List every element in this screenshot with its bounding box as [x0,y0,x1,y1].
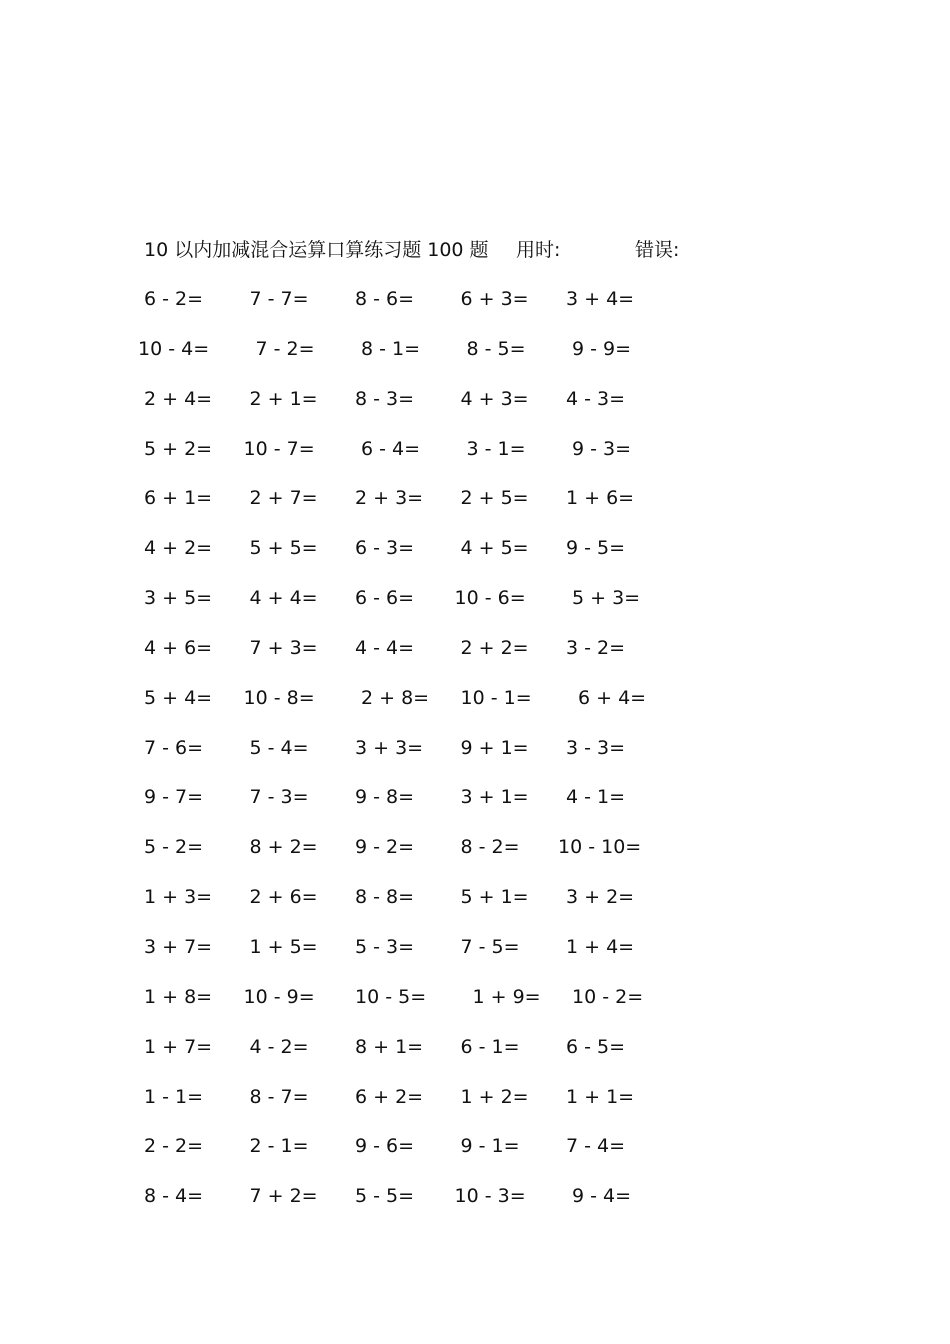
arithmetic-problem: 7 - 6= [144,736,204,759]
arithmetic-problem: 1 + 6= [566,487,635,510]
problem-row [144,384,704,434]
arithmetic-problem: 4 - 3= [566,387,626,410]
arithmetic-problem: 3 - 3= [566,736,626,759]
arithmetic-problem: 6 - 5= [566,1035,626,1058]
arithmetic-problem: 3 - 2= [566,636,626,659]
problem-row [144,633,704,683]
problem-row [144,782,704,832]
arithmetic-problem: 3 + 5= [144,587,213,610]
arithmetic-problem: 2 + 3= [355,487,424,510]
arithmetic-problem: 9 - 1= [460,1135,520,1158]
arithmetic-problem: 5 + 4= [144,686,213,709]
arithmetic-problem: 5 - 5= [355,1185,415,1208]
arithmetic-problem: 6 + 1= [144,487,213,510]
problem-row [144,583,704,633]
arithmetic-problem: 2 + 4= [144,387,213,410]
arithmetic-problem: 4 + 5= [460,537,529,560]
arithmetic-problem: 5 + 3= [572,587,641,610]
arithmetic-problem: 10 - 5= [355,985,427,1008]
arithmetic-problem: 8 - 2= [460,836,520,859]
problem-row [144,882,704,932]
arithmetic-problem: 5 - 4= [249,736,309,759]
arithmetic-problem: 7 - 7= [249,288,309,310]
arithmetic-problem: 8 - 1= [361,337,421,360]
arithmetic-problem: 9 - 7= [144,786,204,809]
arithmetic-problem: 10 - 7= [243,437,315,460]
arithmetic-problem: 9 - 3= [572,437,632,460]
problem-row [144,1131,704,1181]
arithmetic-problem: 2 + 8= [361,686,430,709]
time-used-label: 用时: [516,239,561,261]
arithmetic-problem: 8 - 5= [466,337,526,360]
problem-row [144,1181,704,1231]
arithmetic-problem: 7 - 2= [255,337,315,360]
arithmetic-problem: 10 - 9= [243,985,315,1008]
worksheet-title: 10 以内加减混合运算口算练习题 100 题 [144,239,489,261]
problem-row [144,1082,704,1132]
arithmetic-problem: 5 - 3= [355,935,415,958]
arithmetic-problem: 8 - 6= [355,288,415,310]
arithmetic-problem: 5 + 2= [144,437,213,460]
arithmetic-problem: 7 + 3= [249,636,318,659]
error-count-label: 错误: [635,239,680,261]
arithmetic-problem: 1 + 3= [144,886,213,909]
arithmetic-problem: 1 + 9= [472,985,541,1008]
arithmetic-problem: 3 + 2= [566,886,635,909]
arithmetic-problem: 2 - 1= [249,1135,309,1158]
arithmetic-problem: 4 + 2= [144,537,213,560]
arithmetic-problem: 3 - 1= [466,437,526,460]
arithmetic-problem: 10 - 6= [454,587,526,610]
problem-row [144,733,704,783]
arithmetic-problem: 4 + 4= [249,587,318,610]
arithmetic-problem: 9 - 8= [355,786,415,809]
problem-row [144,832,704,882]
arithmetic-problem: 2 + 1= [249,387,318,410]
arithmetic-problem: 4 + 6= [144,636,213,659]
arithmetic-problem: 8 - 7= [249,1085,309,1108]
arithmetic-problem: 1 + 5= [249,935,318,958]
arithmetic-problem: 7 + 2= [249,1185,318,1208]
arithmetic-problem: 6 - 4= [361,437,421,460]
arithmetic-problem: 8 - 3= [355,387,415,410]
arithmetic-problem: 6 - 3= [355,537,415,560]
problem-row [144,434,704,484]
arithmetic-problem: 1 + 4= [566,935,635,958]
arithmetic-problem: 10 - 10= [558,836,642,859]
arithmetic-problem: 6 + 2= [355,1085,424,1108]
arithmetic-problem: 9 - 2= [355,836,415,859]
problem-row [144,1032,704,1082]
worksheet-header [144,236,844,264]
arithmetic-problem: 3 + 4= [566,288,635,310]
arithmetic-problem: 1 - 1= [144,1085,204,1108]
arithmetic-problem: 1 + 8= [144,985,213,1008]
problem-row [144,932,704,982]
arithmetic-problem: 9 - 9= [572,337,632,360]
problem-grid [138,284,704,1231]
arithmetic-problem: 8 + 1= [355,1035,424,1058]
arithmetic-problem: 5 + 5= [249,537,318,560]
problem-row [144,533,704,583]
arithmetic-problem: 10 - 4= [138,337,210,360]
arithmetic-problem: 6 + 4= [578,686,647,709]
problem-row [144,683,704,733]
problem-row [144,284,704,334]
arithmetic-problem: 2 + 5= [460,487,529,510]
arithmetic-problem: 3 + 3= [355,736,424,759]
arithmetic-problem: 7 - 3= [249,786,309,809]
arithmetic-problem: 9 - 5= [566,537,626,560]
arithmetic-problem: 8 - 8= [355,886,415,909]
arithmetic-problem: 9 + 1= [460,736,529,759]
arithmetic-problem: 10 - 1= [460,686,532,709]
arithmetic-problem: 6 - 6= [355,587,415,610]
arithmetic-problem: 4 - 1= [566,786,626,809]
arithmetic-problem: 1 + 7= [144,1035,213,1058]
arithmetic-problem: 5 + 1= [460,886,529,909]
arithmetic-problem: 10 - 3= [454,1185,526,1208]
arithmetic-problem: 8 + 2= [249,836,318,859]
arithmetic-problem: 4 - 4= [355,636,415,659]
problem-row [144,483,704,533]
arithmetic-problem: 5 - 2= [144,836,204,859]
arithmetic-problem: 1 + 2= [460,1085,529,1108]
arithmetic-problem: 3 + 7= [144,935,213,958]
arithmetic-problem: 10 - 8= [243,686,315,709]
arithmetic-problem: 9 - 4= [572,1185,632,1208]
arithmetic-problem: 3 + 1= [460,786,529,809]
arithmetic-problem: 6 + 3= [460,288,529,310]
problem-row [144,982,704,1032]
problem-row [138,334,704,384]
arithmetic-problem: 8 - 4= [144,1185,204,1208]
arithmetic-problem: 7 - 4= [566,1135,626,1158]
arithmetic-problem: 4 + 3= [460,387,529,410]
arithmetic-problem: 2 + 7= [249,487,318,510]
arithmetic-problem: 2 + 2= [460,636,529,659]
arithmetic-problem: 9 - 6= [355,1135,415,1158]
arithmetic-problem: 6 - 1= [460,1035,520,1058]
arithmetic-problem: 4 - 2= [249,1035,309,1058]
arithmetic-problem: 10 - 2= [572,985,644,1008]
arithmetic-problem: 2 + 6= [249,886,318,909]
arithmetic-problem: 1 + 1= [566,1085,635,1108]
arithmetic-problem: 7 - 5= [460,935,520,958]
arithmetic-problem: 6 - 2= [144,288,204,310]
arithmetic-problem: 2 - 2= [144,1135,204,1158]
